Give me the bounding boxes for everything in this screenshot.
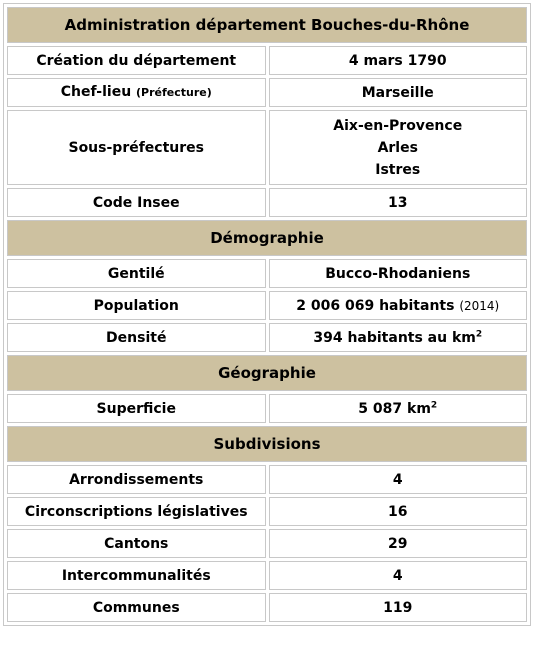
subdivision-value: 119 — [269, 593, 528, 622]
creation-label: Création du département — [7, 46, 266, 75]
densite-label: Densité — [7, 323, 266, 352]
subdivision-value: 4 — [269, 465, 528, 494]
chef-lieu-label-cell — [7, 78, 266, 107]
superficie-label: Superficie — [7, 394, 266, 423]
code-insee-label: Code Insee — [7, 188, 266, 217]
section-header-demographie: Démographie — [7, 220, 527, 256]
subdivision-label: Arrondissements — [7, 465, 266, 494]
chef-lieu-value: Marseille — [269, 78, 528, 107]
row-creation — [7, 46, 527, 75]
sous-prefecture-item: Istres — [375, 161, 421, 178]
superficie-exponent: 2 — [430, 399, 438, 410]
infobox-container — [3, 3, 531, 626]
subdivision-label: Circonscriptions législatives — [7, 497, 266, 526]
sous-prefecture-item: Aix-en-Provence — [333, 117, 463, 134]
row-population — [7, 291, 527, 320]
row-chef-lieu — [7, 78, 527, 107]
superficie-value-cell — [269, 394, 528, 423]
section-header-subdivisions: Subdivisions — [7, 426, 527, 462]
code-insee-value: 13 — [269, 188, 528, 217]
infobox-table — [3, 3, 531, 626]
population-value-cell — [269, 291, 528, 320]
row-intercommunalites — [7, 561, 527, 590]
row-cantons — [7, 529, 527, 558]
sous-prefectures-values — [269, 110, 528, 185]
section-header-geographie: Géographie — [7, 355, 527, 391]
row-densite — [7, 323, 527, 352]
creation-value: 4 mars 1790 — [269, 46, 528, 75]
subdivision-value: 29 — [269, 529, 528, 558]
sous-prefecture-item: Arles — [377, 139, 418, 156]
subdivision-label: Cantons — [7, 529, 266, 558]
gentile-label: Gentilé — [7, 259, 266, 288]
chef-lieu-note: (Préfecture) — [136, 86, 212, 99]
population-year: (2014) — [459, 298, 500, 313]
densite-value-cell — [269, 323, 528, 352]
infobox-title: Administration département Bouches-du-Rhône — [7, 7, 527, 43]
population-value: 2 006 069 habitants — [296, 297, 455, 314]
subdivision-value: 4 — [269, 561, 528, 590]
row-circonscriptions — [7, 497, 527, 526]
row-arrondissements — [7, 465, 527, 494]
row-code-insee — [7, 188, 527, 217]
row-superficie — [7, 394, 527, 423]
row-communes — [7, 593, 527, 622]
row-sous-prefectures — [7, 110, 527, 185]
row-gentile — [7, 259, 527, 288]
subdivision-label: Intercommunalités — [7, 561, 266, 590]
gentile-value: Bucco-Rhodaniens — [269, 259, 528, 288]
chef-lieu-label: Chef-lieu — [60, 84, 132, 100]
subdivision-label: Communes — [7, 593, 266, 622]
sous-prefectures-label: Sous-préfectures — [7, 110, 266, 185]
densite-exponent: 2 — [475, 328, 483, 339]
population-label: Population — [7, 291, 266, 320]
densite-value: 394 habitants au km — [313, 329, 476, 346]
superficie-value: 5 087 km — [358, 400, 431, 417]
subdivision-value: 16 — [269, 497, 528, 526]
